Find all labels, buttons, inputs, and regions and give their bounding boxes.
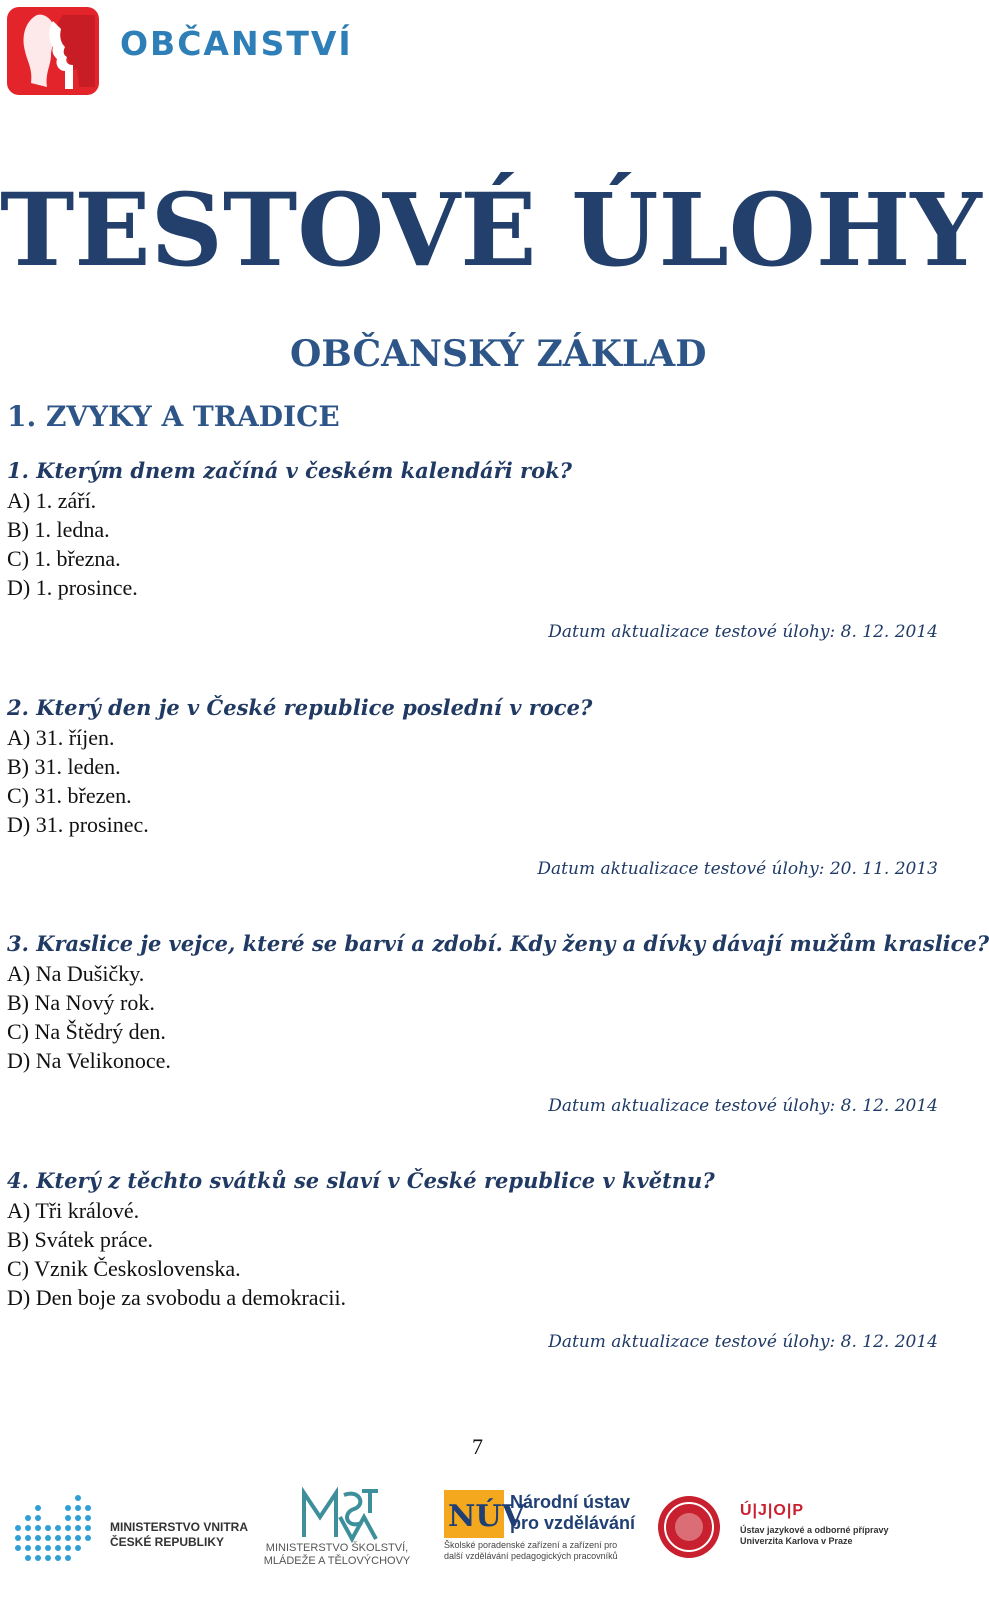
option-a: A) Tři králové. (7, 1198, 140, 1223)
option-a: A) 31. říjen. (7, 725, 115, 750)
option-a: A) 1. září. (7, 488, 97, 513)
mvcr-line-1: MINISTERSTVO VNITRA (110, 1520, 249, 1534)
page-number: 7 (472, 1434, 483, 1459)
nuv-line-1: Národní ústav (510, 1492, 631, 1512)
question-1-date: Datum aktualizace testové úlohy: 8. 12. 2014 (548, 622, 938, 642)
option-b: B) 1. ledna. (7, 517, 110, 542)
uk-seal (656, 1494, 722, 1560)
mvcr-line-2: ČESKÉ REPUBLIKY (110, 1535, 225, 1549)
logo-text: OBČANSTVÍ (120, 24, 353, 63)
option-d: D) Den boje za svobodu a demokracii. (7, 1285, 347, 1310)
question-2-date: Datum aktualizace testové úlohy: 20. 11. 2013 (537, 859, 938, 879)
ujop-text (740, 1525, 889, 1547)
university-seal-icon (656, 1494, 722, 1560)
msmt-monogram-icon (300, 1487, 380, 1543)
nuv-small-text (444, 1540, 618, 1562)
msmt-line-2: MLÁDEŽE A TĚLOVÝCHOVY (263, 1555, 411, 1567)
nuv-text (510, 1492, 635, 1534)
obcanstvi-logo (7, 7, 99, 95)
question-1-options (7, 486, 138, 602)
section-title: 1. ZVYKY A TRADICE (7, 400, 340, 433)
question-4-options (7, 1196, 346, 1312)
question-3-text: 3. Kraslice je vejce, které se barví a zdobí. Kdy ženy a dívky dávají mužům kraslice? (7, 931, 989, 956)
option-b: B) Svátek práce. (7, 1227, 153, 1252)
question-4-text: 4. Který z těchto svátků se slaví v České republice v květnu? (7, 1168, 715, 1193)
option-a: A) Na Dušičky. (7, 961, 145, 986)
option-d: D) Na Velikonoce. (7, 1048, 171, 1073)
question-3-date: Datum aktualizace testové úlohy: 8. 12. 2014 (548, 1096, 938, 1116)
nuv-small-line-2: další vzdělávání pedagogických pracovníků (444, 1551, 618, 1561)
option-c: C) Na Štědrý den. (7, 1019, 166, 1044)
question-2-options (7, 723, 149, 839)
question-4-date: Datum aktualizace testové úlohy: 8. 12. 2014 (548, 1332, 938, 1352)
ujop-line-1: Ústav jazykové a odborné přípravy (740, 1525, 889, 1535)
msmt-text (262, 1542, 412, 1568)
option-d: D) 1. prosince. (7, 575, 138, 600)
ujop-line-2: Univerzita Karlova v Praze (740, 1536, 853, 1546)
option-c: C) 31. březen. (7, 783, 132, 808)
nuv-monogram-icon (444, 1490, 525, 1538)
mvcr-dots-icon (12, 1492, 98, 1568)
option-d: D) 31. prosinec. (7, 812, 149, 837)
page-title: TESTOVÉ ÚLOHY (0, 171, 982, 289)
question-2-text: 2. Který den je v České republice poslední v roce? (7, 695, 593, 720)
question-1-text: 1. Kterým dnem začíná v českém kalendáři rok? (7, 458, 572, 483)
option-b: B) Na Nový rok. (7, 990, 155, 1015)
svg-text:NÚV: NÚV (448, 1499, 525, 1534)
nuv-small-line-1: Školské poradenské zařízení a zařízení pro (444, 1540, 618, 1550)
subtitle: OBČANSKÝ ZÁKLAD (290, 333, 707, 375)
ujop-mark: Ú|J|O|P (740, 1502, 804, 1519)
question-3-options (7, 959, 171, 1075)
option-c: C) 1. března. (7, 546, 121, 571)
faces-logo-icon (7, 7, 99, 95)
msmt-line-1: MINISTERSTVO ŠKOLSTVÍ, (265, 1542, 409, 1554)
mvcr-text (110, 1520, 248, 1550)
nuv-line-2: pro vzdělávání (510, 1513, 636, 1533)
msmt-logo (300, 1487, 380, 1543)
mvcr-logo (12, 1492, 98, 1568)
option-c: C) Vznik Československa. (7, 1256, 241, 1281)
nuv-logo (444, 1490, 525, 1538)
option-b: B) 31. leden. (7, 754, 121, 779)
